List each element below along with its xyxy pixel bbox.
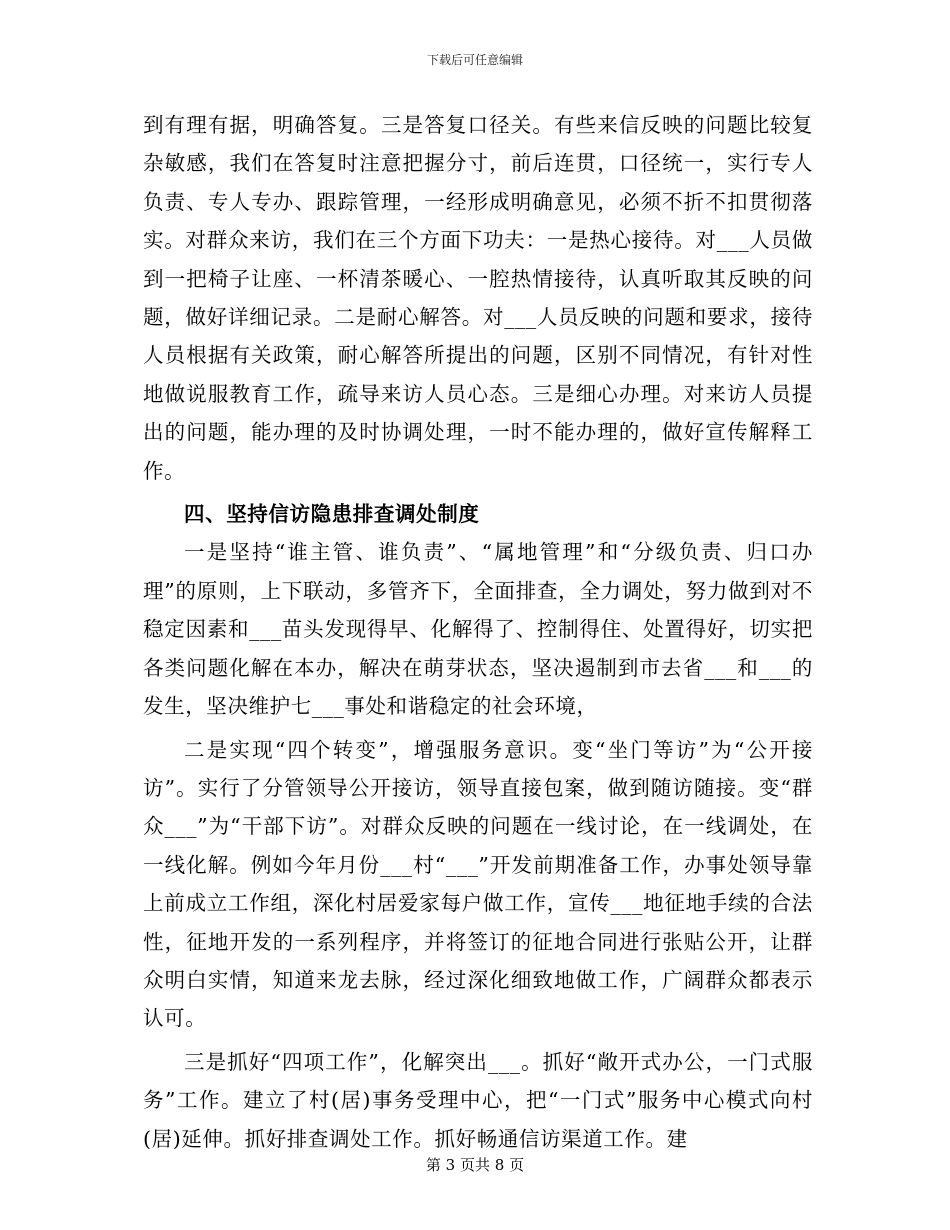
paragraph-2: 一是坚持“谁主管、谁负责”、“属地管理”和“分级负责、归口办理”的原则，上下联动，多管齐下，全面排查，全力调处，努力做到对不稳定因素和___苗头发现得早、化解得了、控制得住、处置得好，切实把各类问题化解在本办，解决在萌芽状态，坚决遏制到市去省___和___的发生，坚决维护七___事处和谐稳定的社会环境， xyxy=(143,540,813,719)
document-body xyxy=(143,106,813,1158)
page-header: 下载后可任意编辑 xyxy=(426,53,523,67)
section-heading-4: 四、坚持信访隐患排查调处制度 xyxy=(184,502,480,527)
paragraph-1: 到有理有据，明确答复。三是答复口径关。有些来信反映的问题比较复杂敏感，我们在答复时注意把握分寸，前后连贯，口径统一，实行专人负责、专人专办、跟踪管理，一经形成明确意见，必须不折不扣贯彻落实。对群众来访，我们在三个方面下功夫：一是热心接待。对___人员做到一把椅子让座、一杯清茶暖心、一腔热情接待，认真听取其反映的问题，做好详细记录。二是耐心解答。对___人员反映的问题和要求，接待人员根据有关政策，耐心解答所提出的问题，区别不同情况，有针对性地做说服教育工作，疏导来访人员心态。三是细心办理。对来访人员提出的问题，能办理的及时协调处理，一时不能办理的，做好宣传解释工作。 xyxy=(143,113,813,483)
page-footer: 第 3 页共 8 页 xyxy=(425,1156,525,1174)
paragraph-3: 二是实现“四个转变”，增强服务意识。变“坐门等访”为“公开接访”。实行了分管领导公开接访，领导直接包案，做到随访随接。变“群众___”为“干部下访”。对群众反映的问题在一线讨论，在一线调处，在一线化解。例如今年月份___村“___”开发前期准备工作，办事处领导靠上前成立工作组，深化村居爱家每户做工作，宣传___地征地手续的合法性，征地开发的一系列程序，并将签订的征地合同进行张贴公开，让群众明白实情，知道来龙去脉，经过深化细致地做工作，广阔群众都表示认可。 xyxy=(143,737,813,1031)
paragraph-4: 三是抓好“四项工作”，化解突出___。抓好“敞开式办公，一门式服务”工作。建立了村(居)事务受理中心，把“一门式”服务中心模式向村(居)延伸。抓好排查调处工作。抓好畅通信访渠道工作。建 xyxy=(143,1049,813,1151)
